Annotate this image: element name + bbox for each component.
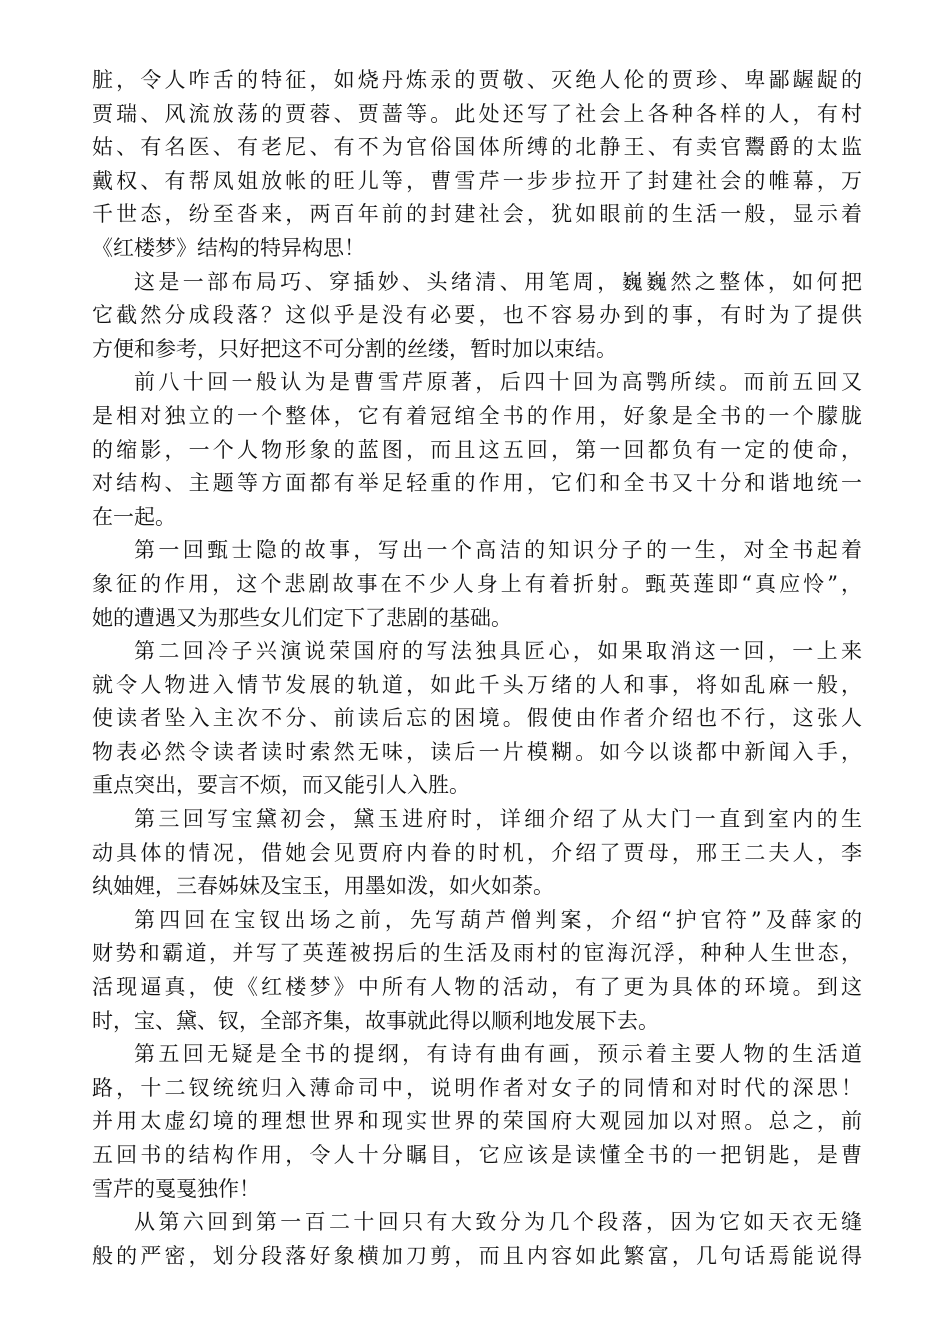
text-line: 就令人物进入情节发展的轨道，如此千头万绪的人和事，将如乱麻一般， [92,672,862,697]
text-line: 时，宝、黛、钗，全部齐集，故事就此得以顺利地发展下去。 [92,1008,659,1033]
text-line: 雪芹的戛戛独作！ [92,1176,260,1201]
text-line: 姑、有名医、有老尼、有不为官俗国体所缚的北静王、有卖官鬻爵的太监 [92,135,862,160]
text-line: 戴权、有帮凤姐放帐的旺儿等，曹雪芹一步步拉开了封建社会的帷幕，万 [92,168,862,193]
text-line: 重点突出，要言不烦，而又能引人入胜。 [92,773,470,798]
text-line: 它截然分成段落？这似乎是没有必要，也不容易办到的事，有时为了提供 [92,303,862,328]
text-line: 从第六回到第一百二十回只有大致分为几个段落，因为它如天衣无缝 [134,1210,862,1235]
text-line: 是相对独立的一个整体，它有着冠绾全书的作用，好象是全书的一个朦胧 [92,403,862,428]
text-line: 贾瑞、风流放荡的贾蓉、贾蔷等。此处还写了社会上各种各样的人，有村 [92,101,862,126]
text-line: 活现逼真，使《红楼梦》中所有人物的活动，有了更为具体的环境。到这 [92,975,862,1000]
text-line: 纨妯娌，三春姊妹及宝玉，用墨如泼，如火如荼。 [92,874,554,899]
text-line: 在一起。 [92,504,176,529]
text-line: 第四回在宝钗出场之前，先写葫芦僧判案，介绍“护官符”及薛家的 [134,907,862,932]
text-line: 使读者坠入主次不分、前读后忘的困境。假使由作者介绍也不行，这张人 [92,706,862,731]
text-line: 并用太虚幻境的理想世界和现实世界的荣国府大观园加以对照。总之，前 [92,1109,862,1134]
text-line: 路，十二钗统统归入薄命司中，说明作者对女子的同情和对时代的深思！ [92,1075,862,1100]
text-line: 第二回冷子兴演说荣国府的写法独具匠心，如果取消这一回，一上来 [134,639,862,664]
text-line: 象征的作用，这个悲剧故事在不少人身上有着折射。甄英莲即“真应怜”， [92,571,862,596]
text-line: 物表必然令读者读时索然无味，读后一片模糊。如今以谈都中新闻入手， [92,739,862,764]
text-line: 五回书的结构作用，令人十分瞩目，它应该是读懂全书的一把钥匙，是曹 [92,1143,862,1167]
text-line: 第一回甄士隐的故事，写出一个高洁的知识分子的一生，对全书起着 [134,538,862,563]
text-line: 般的严密，划分段落好象横加刀剪，而且内容如此繁富，几句话焉能说得 [92,1243,862,1268]
text-line: 这是一部布局巧、穿插妙、头绪清、用笔周，巍巍然之整体，如何把 [134,269,862,294]
text-line: 对结构、主题等方面都有举足轻重的作用，它们和全书又十分和谐地统一 [92,471,862,496]
text-line: 《红楼梦》结构的特异构思！ [92,235,365,260]
text-line: 动具体的情况，借她会见贾府内眷的时机，介绍了贾母，邢王二夫人，李 [92,840,862,865]
text-line: 的缩影，一个人物形象的蓝图，而且这五回，第一回都负有一定的使命， [92,437,862,462]
body-text [92,64,862,1273]
text-line: 第三回写宝黛初会，黛玉进府时，详细介绍了从大门一直到室内的生 [134,807,862,832]
text-line: 前八十回一般认为是曹雪芹原著，后四十回为高鹗所续。而前五回又 [134,370,862,395]
text-line: 千世态，纷至沓来，两百年前的封建社会，犹如眼前的生活一般，显示着 [92,202,862,227]
text-line: 脏，令人咋舌的特征，如烧丹炼汞的贾敬、灭绝人伦的贾珍、卑鄙龌龊的 [92,68,862,92]
text-line: 方便和参考，只好把这不可分割的丝缕，暂时加以束结。 [92,336,617,361]
text-line: 第五回无疑是全书的提纲，有诗有曲有画，预示着主要人物的生活道 [134,1042,862,1067]
text-line: 财势和霸道，并写了英莲被拐后的生活及雨村的宦海沉浮，种种人生世态， [92,941,862,966]
text-line: 她的遭遇又为那些女儿们定下了悲剧的基础。 [92,605,512,630]
